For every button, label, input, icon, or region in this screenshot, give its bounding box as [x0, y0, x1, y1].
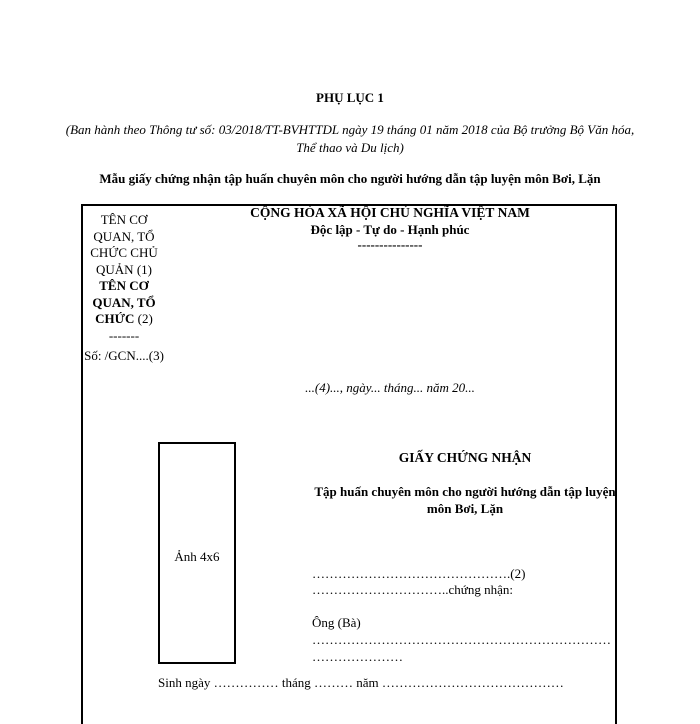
issued-by-note: (Ban hành theo Thông tư số: 03/2018/TT-BVHTTDL ngày 19 tháng 01 năm 2018 của Bộ trưởng Bộ Văn hóa, Thể thao và Du lịch) — [65, 122, 635, 155]
issuing-agency-block — [84, 212, 164, 365]
parent-agency: TÊN CƠ QUAN, TỔ CHỨC CHỦ QUẢN (1) — [90, 212, 158, 277]
recipient-name-line-2: ………………… — [312, 649, 403, 664]
certificate-subtitle: Tập huấn chuyên môn cho người hướng dẫn tập luyện môn Bơi, Lặn — [314, 484, 616, 516]
agency-name-line — [84, 278, 164, 328]
place-date-line: ...(4)..., ngày... tháng... năm 20... — [305, 380, 475, 395]
nation-motto: Độc lập - Tự do - Hạnh phúc — [310, 222, 470, 237]
certificate-title: GIẤY CHỨNG NHẬN — [398, 450, 532, 465]
nation-name: CỘNG HÒA XÃ HỘI CHỦ NGHĨA VIỆT NAM — [250, 205, 530, 220]
issuer-line: ……………………………………….(2) — [312, 566, 526, 581]
photo-label: Ảnh 4x6 — [174, 549, 220, 564]
recipient-label: Ông (Bà) — [312, 615, 361, 630]
form-title: Mẫu giấy chứng nhận tập huấn chuyên môn cho người hướng dẫn tập luyện môn Bơi, Lặn — [99, 171, 601, 186]
birth-date-line: Sinh ngày …………… tháng ……… năm …………………………………… — [158, 675, 564, 690]
agency-note: (2) — [137, 311, 153, 326]
agency-name: TÊN CƠ QUAN, TỔ CHỨC — [92, 278, 156, 326]
appendix-title: PHỤ LỤC 1 — [316, 90, 384, 105]
agency-separator: ------- — [108, 327, 140, 343]
motto-underline: --------------- — [357, 237, 423, 252]
recipient-name-line: …………………………………………………………… — [312, 632, 611, 647]
certifies-line: …………………………..chứng nhận: — [312, 582, 513, 597]
certificate-number: Số: /GCN....(3) — [84, 348, 164, 363]
